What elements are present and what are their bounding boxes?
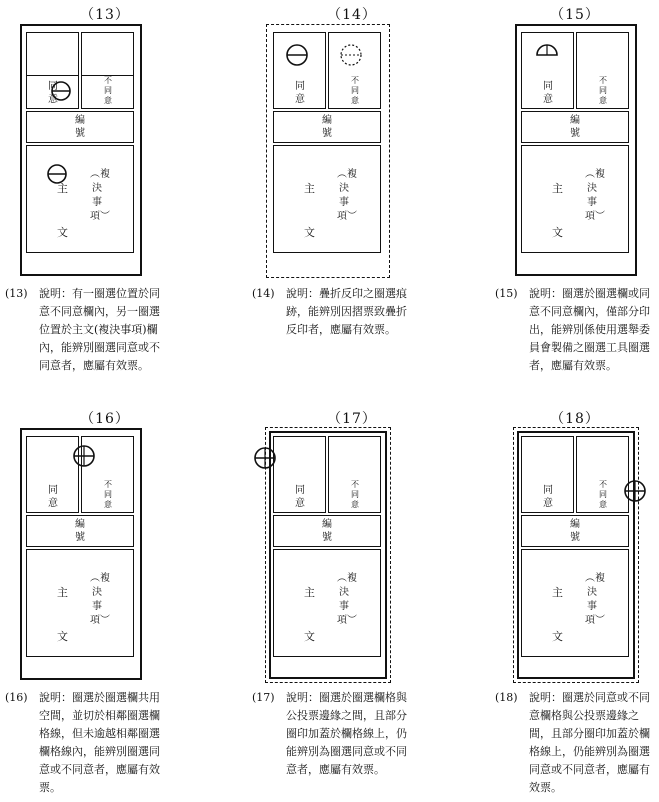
caption-number: (15): [495, 287, 518, 300]
matter-label: ︵複決事項︶: [585, 573, 605, 626]
caption-number: (16): [5, 691, 28, 704]
stamp-seal-icon: [253, 446, 277, 470]
main-label-2: 文: [57, 630, 68, 643]
partial-stamp-icon: [535, 43, 559, 57]
main-label-1: 主: [304, 586, 315, 599]
main-label-1: 主: [57, 586, 68, 599]
example-number: （13）: [80, 7, 130, 23]
caption-text: 說明：圈選於圈選欄或同意不同意欄內，僅部分印出，能辨別係使用選舉委員會製備之圈選工具圈選者，應屬有效票。: [529, 287, 650, 372]
matter-label: ︵複決事項︶: [90, 573, 110, 626]
disagree-label: 不同意: [599, 76, 607, 105]
matter-label: ︵複決事項︶: [90, 169, 110, 222]
main-label-1: 主: [304, 182, 315, 195]
number-label: 編號: [570, 115, 580, 139]
main-label-1: 主: [552, 182, 563, 195]
main-cell: [26, 145, 134, 253]
caption-text: 說明：有一圈選位置於同意不同意欄內，另一圈選位置於主文(複決事項)欄內，能辨別圈選同意或不同意者，應屬有效票。: [39, 287, 160, 372]
stamp-seal-icon: [46, 163, 68, 185]
disagree-label: 不同意: [351, 76, 359, 105]
agree-label: 同意: [543, 81, 553, 105]
divider: [26, 75, 79, 76]
main-cell: [521, 145, 629, 253]
matter-label: ︵複決事項︶: [337, 169, 357, 222]
caption-text: 說明：疊折反印之圈選痕跡，能辨別因摺票致疊折反印者，應屬有效票。: [286, 287, 407, 336]
main-label-2: 文: [304, 630, 315, 643]
main-cell: [26, 549, 134, 657]
stamp-seal-icon: [623, 479, 647, 503]
example-14: [252, 0, 452, 395]
matter-label: ︵複決事項︶: [585, 169, 605, 222]
stamp-seal-icon: [285, 43, 309, 67]
example-16: [5, 404, 205, 799]
disagree-label: 不同意: [104, 480, 112, 509]
disagree-label: 不同意: [104, 76, 112, 105]
agree-label: 同意: [543, 485, 553, 509]
agree-label: 同意: [295, 485, 305, 509]
main-cell: [273, 549, 381, 657]
main-cell: [273, 145, 381, 253]
number-label: 編號: [75, 519, 85, 543]
number-label: 編號: [322, 115, 332, 139]
example-number: （17）: [327, 411, 377, 427]
main-label-1: 主: [552, 586, 563, 599]
main-label-2: 文: [304, 226, 315, 239]
example-13: [5, 0, 205, 395]
caption-number: (18): [495, 691, 518, 704]
caption-number: (14): [252, 287, 275, 300]
example-15: [495, 0, 659, 395]
disagree-label: 不同意: [599, 480, 607, 509]
matter-label: ︵複決事項︶: [337, 573, 357, 626]
main-label-2: 文: [552, 226, 563, 239]
mirror-stamp-icon: [339, 43, 363, 67]
example-number: （14）: [327, 7, 377, 23]
agree-label: 同意: [48, 485, 58, 509]
caption-number: (17): [252, 691, 275, 704]
main-label-1: 主: [57, 182, 68, 195]
caption-number: (13): [5, 287, 28, 300]
main-cell: [521, 549, 629, 657]
number-label: 編號: [322, 519, 332, 543]
example-number: （15）: [550, 7, 600, 23]
main-label-2: 文: [552, 630, 563, 643]
caption-text: 說明：圈選於圈選欄格與公投票邊緣之間，且部分圈印加蓋於欄格線上，仍能辨別為圈選同意或不同意者，應屬有效票。: [286, 691, 407, 776]
stamp-seal-icon: [72, 444, 96, 468]
caption-text: 說明：圈選於同意或不同意欄格與公投票邊緣之間，且部分圈印加蓋於欄格線上，仍能辨別為圈選同意或不同意者，應屬有效票。: [529, 691, 650, 794]
example-number: （18）: [550, 411, 600, 427]
example-18: [495, 404, 659, 799]
caption-text: 說明：圈選於圈選欄共用空間，並切於相鄰圈選欄格線，但未逾越相鄰圈選欄格線內，能辨別圈選同意或不同意者，應屬有效票。: [39, 691, 160, 794]
disagree-label: 不同意: [351, 480, 359, 509]
number-label: 編號: [75, 115, 85, 139]
stamp-seal-icon: [50, 80, 72, 102]
number-label: 編號: [570, 519, 580, 543]
main-label-2: 文: [57, 226, 68, 239]
example-number: （16）: [80, 411, 130, 427]
example-17: [252, 404, 452, 799]
agree-label: 同意: [48, 81, 58, 105]
agree-label: 同意: [295, 81, 305, 105]
